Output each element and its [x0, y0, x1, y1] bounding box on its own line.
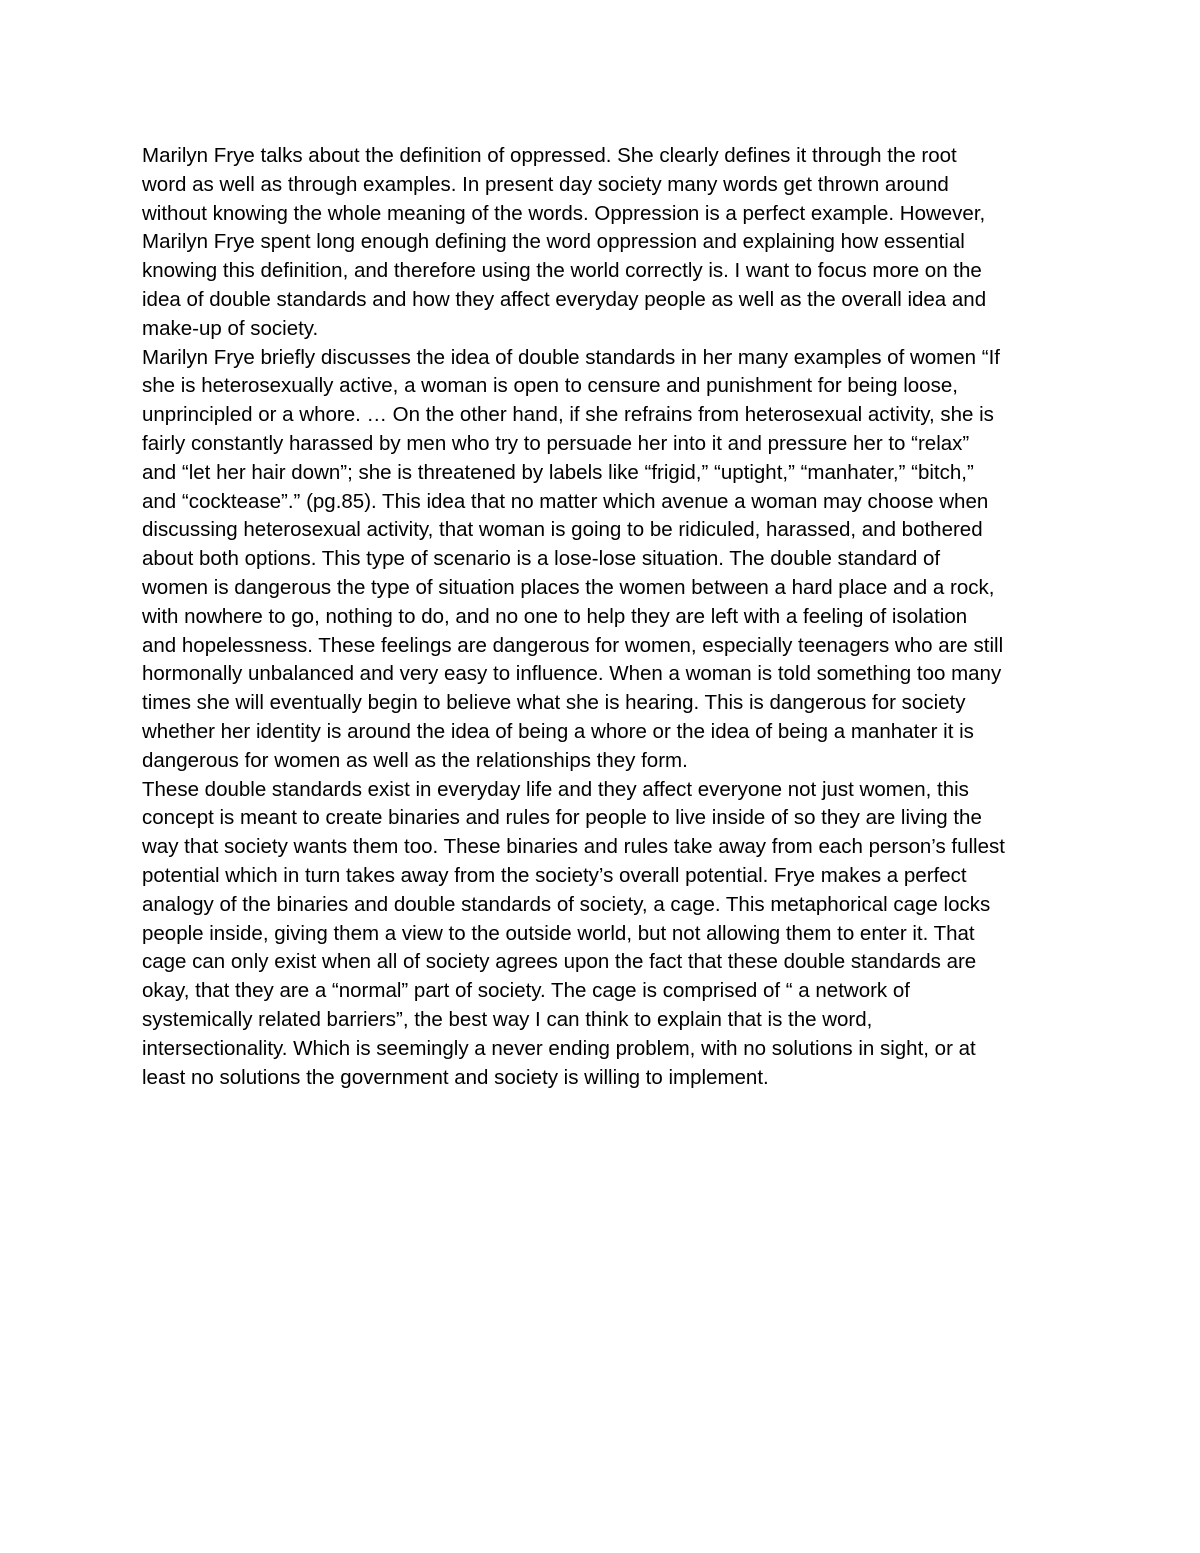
text-line: These double standards exist in everyday life and they affect everyone not just women, this	[142, 777, 969, 801]
text-line: knowing this definition, and therefore using the world correctly is. I want to focus more on the	[142, 259, 982, 283]
text-line: systemically related barriers”, the best way I can think to explain that is the word,	[142, 1007, 873, 1031]
text-line: without knowing the whole meaning of the words. Oppression is a perfect example. However,	[142, 201, 986, 225]
text-line: Marilyn Frye briefly discusses the idea of double standards in her many examples of women “If	[142, 345, 1000, 369]
text-line: dangerous for women as well as the relationships they form.	[142, 748, 688, 772]
text-line: least no solutions the government and society is willing to implement.	[142, 1065, 769, 1089]
text-line: whether her identity is around the idea of being a whore or the idea of being a manhater it is	[142, 719, 974, 743]
text-line: intersectionality. Which is seemingly a never ending problem, with no solutions in sight, or at	[142, 1036, 976, 1060]
text-line: cage can only exist when all of society agrees upon the fact that these double standards are	[142, 950, 977, 974]
text-line: word as well as through examples. In present day society many words get thrown around	[142, 172, 949, 196]
text-line: times she will eventually begin to believe what she is hearing. This is dangerous for society	[142, 691, 966, 715]
text-line: hormonally unbalanced and very easy to influence. When a woman is told something too many	[142, 662, 1002, 686]
text-line: she is heterosexually active, a woman is open to censure and punishment for being loose,	[142, 374, 958, 398]
text-line: Marilyn Frye spent long enough defining the word oppression and explaining how essential	[142, 230, 965, 254]
text-line: potential which in turn takes away from the society’s overall potential. Frye makes a perfect	[142, 863, 967, 887]
text-line: Marilyn Frye talks about the definition of oppressed. She clearly defines it through the root	[142, 144, 957, 167]
text-line: and “cocktease”.” (pg.85). This idea that no matter which avenue a woman may choose when	[142, 489, 989, 513]
text-line: fairly constantly harassed by men who try to persuade her into it and pressure her to “relax”	[142, 431, 970, 455]
text-line: with nowhere to go, nothing to do, and no one to help they are left with a feeling of isolation	[142, 604, 968, 628]
text-line: discussing heterosexual activity, that woman is going to be ridiculed, harassed, and bothered	[142, 518, 983, 542]
text-line: women is dangerous the type of situation places the women between a hard place and a rock,	[142, 575, 995, 599]
text-line: people inside, giving them a view to the outside world, but not allowing them to enter it. That	[142, 921, 975, 945]
text-line: analogy of the binaries and double standards of society, a cage. This metaphorical cage locks	[142, 892, 991, 916]
document-body	[142, 142, 1057, 1092]
text-line: idea of double standards and how they affect everyday people as well as the overall idea and	[142, 287, 987, 311]
text-line: about both options. This type of scenario is a lose-lose situation. The double standard of	[142, 547, 941, 571]
text-line: concept is meant to create binaries and rules for people to live inside of so they are living the	[142, 806, 982, 830]
text-line: way that society wants them too. These binaries and rules take away from each person’s fullest	[142, 835, 1005, 859]
text-line: make-up of society.	[142, 316, 319, 340]
text-line: okay, that they are a “normal” part of society. The cage is comprised of “ a network of	[142, 979, 910, 1003]
text-line: unprincipled or a whore. … On the other hand, if she refrains from heterosexual activity, she is	[142, 403, 994, 427]
text-line: and “let her hair down”; she is threatened by labels like “frigid,” “uptight,” “manhater,” “bitch,”	[142, 460, 974, 484]
text-line: and hopelessness. These feelings are dangerous for women, especially teenagers who are still	[142, 633, 1004, 657]
